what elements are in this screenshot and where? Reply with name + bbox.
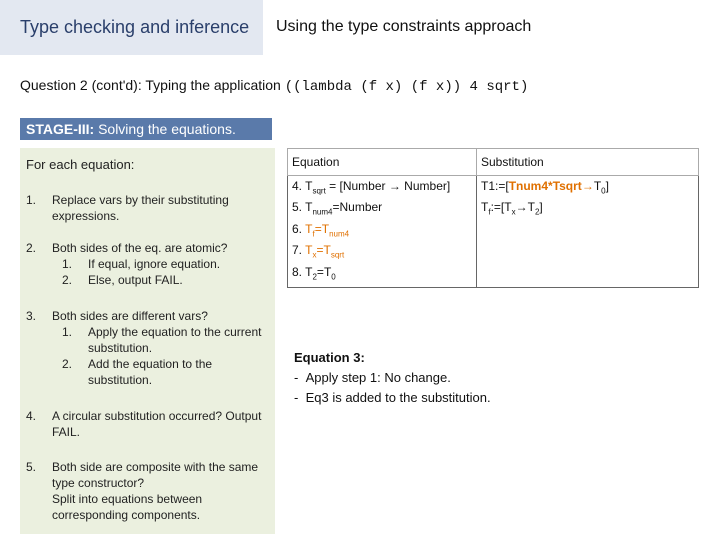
substep-number: 2. — [62, 357, 73, 371]
step-number: 4. — [26, 409, 37, 423]
step-1 — [26, 192, 266, 224]
column-header-substitution: Substitution — [477, 149, 699, 176]
note-item: - Apply step 1: No change. — [294, 370, 451, 385]
header-title: Type checking and inference — [20, 17, 250, 37]
step-number: 2. — [26, 241, 37, 255]
substep — [62, 272, 266, 288]
step-5 — [26, 459, 266, 523]
equation-4: 4. $T_{sqrt}$ = [Number → Number] — [292, 179, 451, 196]
equation-8: 8. $T_2=T_0$ — [292, 264, 336, 281]
substep-number: 1. — [62, 325, 73, 339]
step-number: 5. — [26, 460, 37, 474]
substitution-1: $T1:=[Tnum4*Tsqrt\to T_0]$ — [481, 179, 609, 196]
header-subtitle: Using the type constraints approach — [276, 18, 532, 35]
substitution-cell — [477, 176, 699, 288]
step-text: A circular substitution occurred? Output FAIL. — [52, 409, 262, 439]
step-3 — [26, 308, 266, 388]
stage-text: Solving the equations. — [94, 121, 236, 137]
substep-number: 1. — [62, 257, 73, 271]
substep-text: Else, output FAIL. — [88, 273, 183, 287]
column-header-equation: Equation — [288, 149, 477, 176]
steps-panel — [20, 148, 275, 534]
steps-title: For each equation: — [26, 157, 135, 172]
note-item: - Eq3 is added to the substitution. — [294, 390, 491, 405]
stage-label: STAGE-III: — [26, 121, 95, 137]
equation-6: 6. $T_f=T_{num4}$ — [292, 221, 350, 239]
stage-banner — [20, 118, 272, 140]
equations-table — [287, 148, 699, 288]
question-line — [20, 77, 528, 95]
header-title-box — [0, 0, 263, 55]
substep — [62, 356, 266, 388]
step-text: Replace vars by their substituting expressions. — [52, 193, 229, 223]
step-text: Both sides are different vars? — [52, 309, 208, 323]
step-text-continued: Split into equations between corresponding components. — [52, 492, 203, 522]
substep — [62, 256, 266, 272]
arrow-icon: → — [388, 179, 401, 193]
arrow-icon: → — [581, 179, 594, 193]
step-2 — [26, 240, 266, 288]
question-text: Typing the application — [145, 77, 281, 93]
substep-text: Apply the equation to the current substitution. — [88, 325, 262, 355]
note-title: Equation 3: — [294, 350, 365, 365]
equation-5: 5. $T_{num4}=Number$ — [292, 200, 383, 217]
substep-text: Add the equation to the substitution. — [88, 357, 213, 387]
equation-7: 7. $T_x=T_{sqrt}$ — [292, 243, 345, 260]
step-4 — [26, 408, 266, 440]
arrow-icon: → — [515, 200, 528, 215]
step-number: 3. — [26, 309, 37, 323]
equation-note — [294, 348, 491, 408]
step-text: Both side are composite with the same type constructor? — [52, 460, 259, 490]
substitution-2: $T_f:=[T_x\to T_2]$ — [481, 200, 543, 217]
substep-text: If equal, ignore equation. — [88, 257, 221, 271]
step-text: Both sides of the eq. are atomic? — [52, 241, 228, 255]
question-code: ((lambda (f x) (f x)) 4 sqrt) — [284, 79, 529, 95]
equations-cell — [288, 176, 477, 288]
question-label: Question 2 (cont'd): — [20, 77, 142, 93]
substep — [62, 324, 266, 356]
substep-number: 2. — [62, 273, 73, 287]
step-number: 1. — [26, 193, 37, 207]
